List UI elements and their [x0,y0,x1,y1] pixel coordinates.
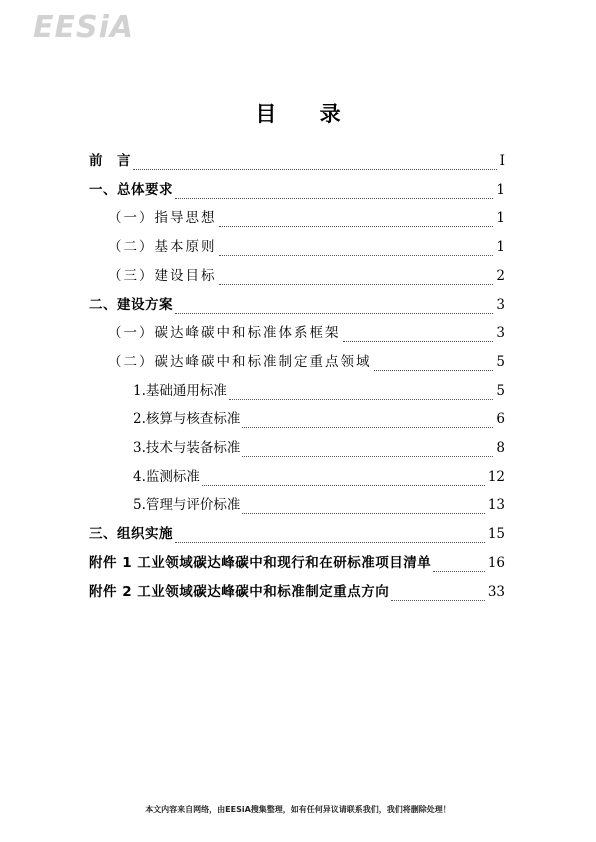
toc-page-number: 5 [496,353,505,370]
toc-entry-label: （二）碳达峰碳中和标准制定重点领域 [108,353,372,370]
toc-entry-label: 附件 1 工业领域碳达峰碳中和现行和在研标准项目清单 [89,554,432,571]
toc-page-number: 3 [496,296,505,313]
toc-leader-dots [343,327,494,342]
toc-leader-dots [219,270,494,285]
eesia-logo: EESiA [33,10,135,45]
toc-leader-dots [202,471,485,486]
toc-leader-dots [242,442,493,457]
toc-entry-label: 三、组织实施 [89,526,173,543]
toc-page-number: 1 [496,210,505,227]
toc-entry[interactable] [108,320,505,342]
toc-entry[interactable] [133,435,505,457]
toc-entry[interactable] [108,349,505,371]
toc-entry-label: 5.管理与评价标准 [133,497,241,514]
toc-entry-label: 4.监测标准 [133,468,200,485]
toc-entry[interactable] [133,406,505,428]
toc-leader-dots [374,356,494,371]
toc-entry[interactable] [108,263,505,285]
toc-entry-label: （一）指导思想 [108,210,217,227]
toc-page-number: 6 [496,411,505,428]
toc-page-number: I [499,153,505,169]
toc-entry[interactable] [108,234,505,256]
toc-entry-label: 3.技术与装备标准 [133,440,241,456]
toc-entry[interactable] [89,579,505,601]
toc-entry-label: （二）基本原则 [108,239,217,256]
toc-entry[interactable] [108,205,505,227]
toc-entry[interactable] [89,292,505,314]
toc-page-number: 1 [496,181,505,198]
toc-page-number: 3 [496,325,505,342]
toc-leader-dots [133,155,497,170]
toc-leader-dots [175,299,493,314]
toc-leader-dots [242,499,484,514]
toc-entry-label: 附件 2 工业领域碳达峰碳中和标准制定重点方向 [89,583,390,600]
toc-entry-label: 2.核算与核查标准 [133,411,241,428]
toc-entry-label: （一）碳达峰碳中和标准体系框架 [108,325,341,342]
toc-entry[interactable] [133,378,505,400]
toc-leader-dots [175,528,485,543]
footer-disclaimer: 本文内容来自网络，由EESiA搜集整理，如有任何异议请联系我们，我们将删除处理！ [145,805,451,814]
toc-page-number: 12 [487,468,505,485]
toc-page-number: 33 [487,583,505,600]
toc-entry-label: 二、建设方案 [89,296,173,313]
toc-leader-dots [175,184,493,199]
page-title: 目 录 [255,101,359,126]
toc-page-number: 13 [487,497,505,514]
toc-page-number: 1 [496,239,505,256]
toc-page-number: 5 [496,382,505,399]
toc-leader-dots [242,413,493,428]
toc-leader-dots [433,557,485,572]
toc-entry[interactable] [89,521,505,543]
toc-page-number: 15 [487,526,505,543]
toc-entry-label: 1.基础通用标准 [133,382,227,399]
toc-entry[interactable] [89,550,505,572]
toc-leader-dots [391,586,485,601]
toc-page-number: 2 [496,267,505,284]
toc-leader-dots [229,385,494,400]
toc-page-number: 16 [487,554,505,571]
toc-leader-dots [219,241,494,256]
toc-entry-label: 一、总体要求 [89,181,173,198]
toc-entry[interactable] [89,177,505,199]
toc-page-number: 8 [496,440,505,456]
toc-leader-dots [219,212,494,227]
toc-entry[interactable] [133,492,505,514]
toc-entry[interactable] [133,464,505,486]
toc-entry-label: 前 言 [89,153,131,169]
toc-entry-label: （三）建设目标 [108,267,217,284]
toc-entry[interactable] [89,148,505,170]
